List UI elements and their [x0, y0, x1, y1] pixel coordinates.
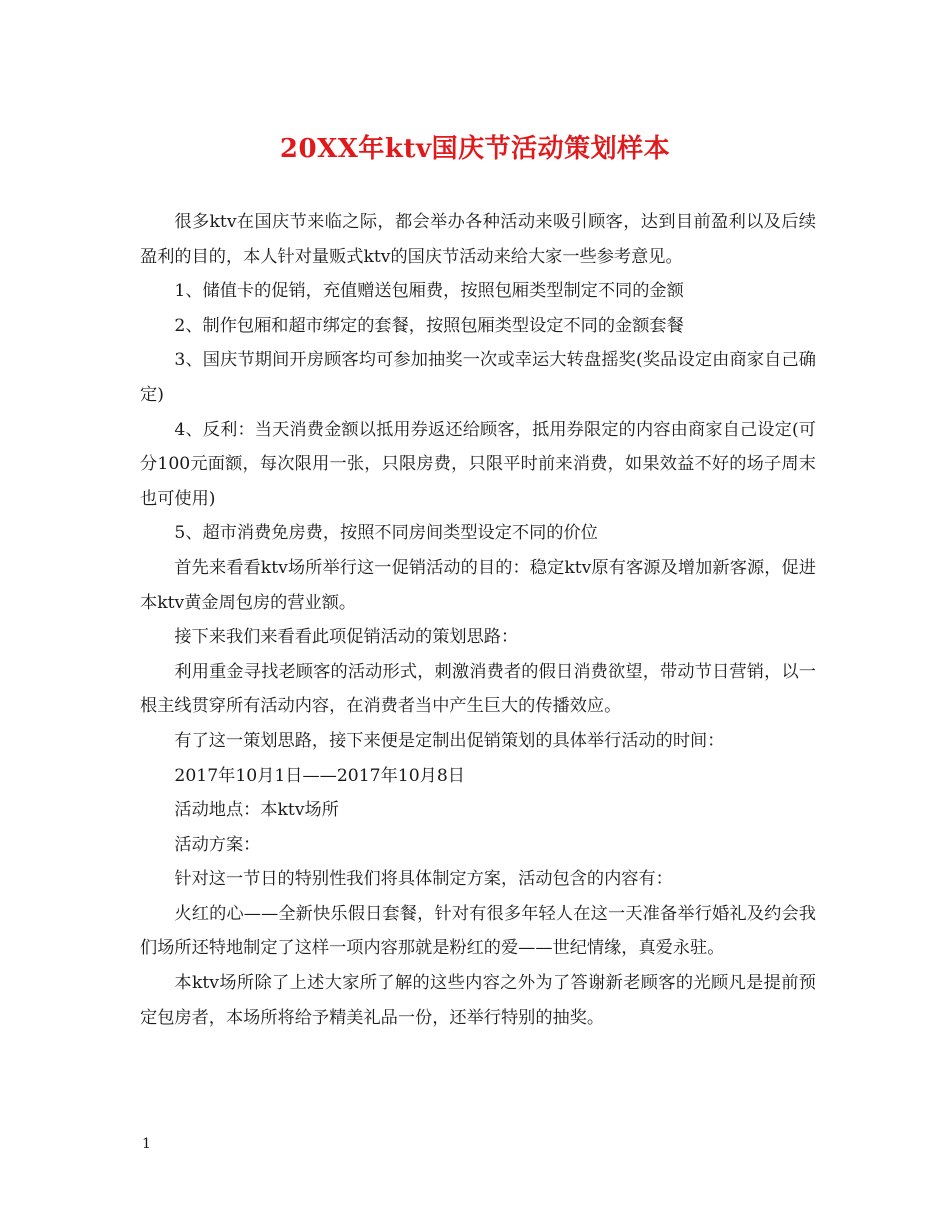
paragraph: 活动方案： — [174, 834, 261, 855]
paragraph: 火红的心——全新快乐假日套餐，针对有很多年轻人在这一天准备举行婚礼及约会我们场所还特地制定了这样一项内容那就是粉红的爱——世纪情缘，真爱永驻。 — [140, 903, 816, 959]
document-title: 20XX年ktv国庆节活动策划样本 — [279, 134, 671, 164]
paragraph: 利用重金寻找老顾客的活动形式，刺激消费者的假日消费欲望，带动节日营销，以一根主线贯穿所有活动内容，在消费者当中产生巨大的传播效应。 — [140, 661, 816, 717]
paragraph: 接下来我们来看看此项促销活动的策划思路： — [174, 627, 519, 648]
paragraph: 2、制作包厢和超市绑定的套餐，按照包厢类型设定不同的金额套餐 — [174, 315, 684, 336]
paragraph: 4、反利：当天消费金额以抵用券返还给顾客，抵用券限定的内容由商家自己设定(可分100元面额，每次限用一张，只限房费，只限平时前来消费，如果效益不好的场子周末也可使用) — [140, 419, 816, 509]
paragraph: 有了这一策划思路，接下来便是定制出促销策划的具体举行活动的时间： — [174, 730, 725, 751]
paragraph: 本ktv场所除了上述大家所了解的这些内容之外为了答谢新老顾客的光顾凡是提前预定包房者，本场所将给予精美礼品一份，还举行特别的抽奖。 — [140, 973, 816, 1028]
paragraph: 5、超市消费免房费，按照不同房间类型设定不同的价位 — [174, 523, 598, 544]
paragraph: 很多ktv在国庆节来临之际，都会举办各种活动来吸引顾客，达到目前盈利以及后续盈利的目的，本人针对量贩式ktv的国庆节活动来给大家一些参考意见。 — [140, 212, 816, 267]
paragraph: 首先来看看ktv场所举行这一促销活动的目的：稳定ktv原有客源及增加新客源，促进本ktv黄金周包房的营业额。 — [140, 557, 816, 613]
paragraph: 1、储值卡的促销，充值赠送包厢费，按照包厢类型制定不同的金额 — [174, 281, 684, 302]
paragraph: 针对这一节日的特别性我们将具体制定方案，活动包含的内容有： — [174, 869, 673, 890]
page-number: 1 — [142, 1136, 151, 1152]
document-body — [140, 205, 816, 1035]
paragraph: 3、国庆节期间开房顾客均可参加抽奖一次或幸运大转盘摇奖(奖品设定由商家自己确定) — [140, 350, 816, 405]
paragraph: 活动地点：本ktv场所 — [174, 800, 339, 821]
paragraph: 2017年10月1日——2017年10月8日 — [174, 765, 465, 786]
